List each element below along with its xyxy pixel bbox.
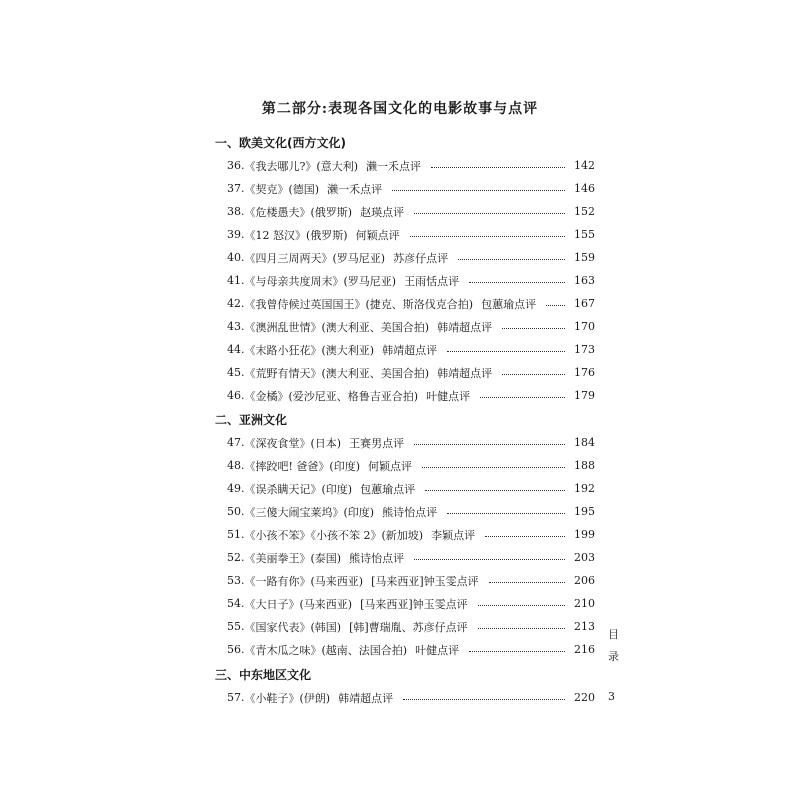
dot-leader	[447, 351, 565, 352]
entry-reviewer: 韩靖超点评	[382, 343, 438, 357]
entry-reviewer: 何颖点评	[355, 228, 400, 242]
toc-entry	[215, 292, 595, 315]
toc-entry	[215, 523, 595, 546]
entry-title: 《与母亲共度周末》(罗马尼亚)	[244, 274, 397, 288]
toc-entry	[215, 223, 595, 246]
page-number: 3	[608, 690, 615, 703]
toc-entry	[215, 200, 595, 223]
entry-reviewer: 叶健点评	[426, 389, 471, 403]
entry-title: 《小孩不笨》《小孩不笨 2》(新加坡)	[244, 528, 424, 542]
toc-entry	[215, 454, 595, 477]
entry-reviewer: 李颖点评	[431, 528, 476, 542]
entry-page: 142	[574, 159, 595, 172]
entry-title: 《12 怒汉》(俄罗斯)	[244, 228, 348, 242]
entry-title: 《国家代表》(韩国)	[244, 620, 342, 634]
entry-title: 《摔跤吧! 爸爸》(印度)	[244, 459, 360, 473]
entry-reviewer: 熊诗怡点评	[382, 505, 438, 519]
section-middle-east	[215, 664, 595, 709]
dot-leader	[410, 236, 565, 237]
dot-leader	[403, 699, 565, 700]
entry-page: 167	[574, 297, 595, 310]
entry-number: 45.	[227, 366, 245, 379]
entry-reviewer: 韩靖超点评	[437, 320, 493, 334]
dot-leader	[469, 282, 565, 283]
entry-title: 《误杀瞒天记》(印度)	[244, 482, 353, 496]
dot-leader	[502, 374, 565, 375]
entry-page: 192	[574, 482, 595, 495]
toc-entry	[215, 154, 595, 177]
section-heading: 一、欧美文化(西方文化)	[215, 136, 346, 150]
section-heading: 三、中东地区文化	[215, 668, 312, 682]
entry-reviewer: 叶健点评	[415, 643, 460, 657]
entry-page: 210	[574, 597, 595, 610]
entry-number: 55.	[227, 620, 245, 633]
dot-leader	[414, 444, 565, 445]
toc-entry	[215, 177, 595, 200]
entry-number: 50.	[227, 505, 245, 518]
entry-title: 《我去哪儿?》(意大利)	[244, 159, 358, 173]
entry-number: 40.	[227, 251, 245, 264]
entry-reviewer: 王赛男点评	[349, 436, 405, 450]
entry-page: 199	[574, 528, 595, 541]
entry-reviewer: 韩靖超点评	[437, 366, 493, 380]
entry-page: 155	[574, 228, 595, 241]
entry-page: 195	[574, 505, 595, 518]
toc-entry	[215, 686, 595, 709]
dot-leader	[422, 467, 565, 468]
entry-number: 44.	[227, 343, 245, 356]
toc-entry	[215, 569, 595, 592]
entry-reviewer: 苏彦仔点评	[393, 251, 449, 265]
entry-title: 《一路有你》(马来西亚)	[244, 574, 364, 588]
entry-page: 152	[574, 205, 595, 218]
dot-leader	[546, 305, 565, 306]
dot-leader	[431, 167, 565, 168]
toc-entry	[215, 338, 595, 361]
entry-number: 38.	[227, 205, 245, 218]
toc-entry	[215, 477, 595, 500]
toc-entry	[215, 638, 595, 661]
toc-entry	[215, 615, 595, 638]
dot-leader	[478, 605, 565, 606]
entry-number: 37.	[227, 182, 245, 195]
section-asian	[215, 409, 595, 661]
entry-page: 173	[574, 343, 595, 356]
entry-number: 42.	[227, 297, 245, 310]
entry-page: 170	[574, 320, 595, 333]
toc-entry	[215, 269, 595, 292]
entry-number: 54.	[227, 597, 245, 610]
entry-page: 184	[574, 436, 595, 449]
entry-page: 163	[574, 274, 595, 287]
entry-page: 206	[574, 574, 595, 587]
entry-title: 《四月三周两天》(罗马尼亚)	[244, 251, 386, 265]
toc-entry	[215, 500, 595, 523]
toc-entry	[215, 315, 595, 338]
entry-reviewer: 濑一禾点评	[327, 182, 383, 196]
entry-reviewer: 何颖点评	[368, 459, 412, 473]
entry-title: 《美丽拳王》(泰国)	[244, 551, 342, 565]
entry-reviewer: [马来西亚]钟玉雯点评	[371, 574, 479, 588]
entry-reviewer: 赵瑛点评	[360, 205, 405, 219]
entry-number: 51.	[227, 528, 245, 541]
entry-number: 39.	[227, 228, 245, 241]
entry-title: 《大日子》(马来西亚)	[244, 597, 353, 611]
entry-number: 52.	[227, 551, 245, 564]
toc-entry	[215, 592, 595, 615]
toc-entry	[215, 384, 595, 407]
entry-reviewer: 包蕙瑜点评	[481, 297, 537, 311]
entry-reviewer: [韩]曹瑞胤、苏彦仔点评	[349, 620, 468, 634]
entry-title: 《末路小狂花》(澳大利亚)	[244, 343, 375, 357]
entry-number: 47.	[227, 436, 245, 449]
entry-reviewer: 王雨恬点评	[404, 274, 460, 288]
dot-leader	[502, 328, 565, 329]
entry-number: 49.	[227, 482, 245, 495]
entry-number: 57.	[227, 691, 245, 704]
entry-number: 53.	[227, 574, 245, 587]
entry-title: 《金橘》(爱沙尼亚、格鲁吉亚合拍)	[244, 389, 419, 403]
side-label-lu: 录	[608, 650, 619, 663]
entry-page: 188	[574, 459, 595, 472]
dot-leader	[414, 559, 565, 560]
entry-title: 《深夜食堂》(日本)	[244, 436, 342, 450]
dot-leader	[414, 213, 565, 214]
entry-title: 《青木瓜之味》(越南、法国合拍)	[244, 643, 408, 657]
entry-page: 146	[574, 182, 595, 195]
dot-leader	[447, 513, 565, 514]
entry-page: 176	[574, 366, 595, 379]
entry-title: 《小鞋子》(伊朗)	[244, 691, 331, 705]
entry-number: 43.	[227, 320, 245, 333]
side-label-mu: 目	[608, 628, 619, 641]
entry-reviewer: 包蕙瑜点评	[360, 482, 416, 496]
section-heading: 二、亚洲文化	[215, 413, 288, 427]
entry-title: 《三傻大闹宝莱坞》(印度)	[244, 505, 375, 519]
entry-number: 41.	[227, 274, 245, 287]
toc-entry	[215, 361, 595, 384]
entry-title: 《危楼愚夫》(俄罗斯)	[244, 205, 353, 219]
entry-page: 213	[574, 620, 595, 633]
entry-page: 179	[574, 389, 595, 402]
entry-number: 46.	[227, 389, 245, 402]
entry-reviewer: 濑一禾点评	[365, 159, 421, 173]
entry-title: 《我曾侍候过英国国王》(捷克、斯洛伐克合拍)	[244, 297, 474, 311]
dot-leader	[480, 397, 565, 398]
entry-number: 48.	[227, 459, 245, 472]
entry-page: 220	[574, 691, 595, 704]
dot-leader	[392, 190, 565, 191]
dot-leader	[485, 536, 565, 537]
toc-entry	[215, 431, 595, 454]
dot-leader	[425, 490, 565, 491]
entry-title: 《荒野有情天》(澳大利亚、美国合拍)	[244, 366, 430, 380]
entry-title: 《澳洲乱世情》(澳大利亚、美国合拍)	[244, 320, 430, 334]
dot-leader	[489, 582, 565, 583]
entry-page: 203	[574, 551, 595, 564]
entry-number: 36.	[227, 159, 245, 172]
section-western	[215, 132, 595, 407]
entry-page: 216	[574, 643, 595, 656]
dot-leader	[478, 628, 565, 629]
entry-page: 159	[574, 251, 595, 264]
dot-leader	[458, 259, 565, 260]
entry-number: 56.	[227, 643, 245, 656]
toc-entry	[215, 546, 595, 569]
entry-reviewer: [马来西亚]钟玉雯点评	[360, 597, 468, 611]
dot-leader	[469, 651, 565, 652]
toc-entry	[215, 246, 595, 269]
entry-reviewer: 熊诗怡点评	[349, 551, 405, 565]
entry-reviewer: 韩靖超点评	[338, 691, 394, 705]
entry-title: 《契克》(德国)	[244, 182, 320, 196]
page-title: 第二部分:表现各国文化的电影故事与点评	[261, 101, 539, 117]
